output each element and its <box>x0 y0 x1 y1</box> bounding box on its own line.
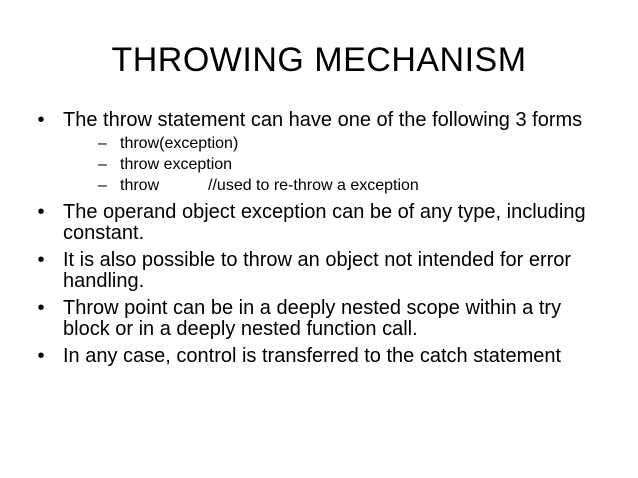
dash-icon: – <box>98 135 107 152</box>
sub-bullet-text: throw(exception) <box>120 135 239 152</box>
bullet-item <box>34 250 608 292</box>
bullet-list <box>34 110 608 373</box>
bullet-icon: • <box>37 109 45 131</box>
bullet-text: It is also possible to throw an object not intended for error handling. <box>63 249 572 292</box>
sub-bullet-item <box>63 134 608 154</box>
bullet-icon: • <box>37 345 45 367</box>
bullet-text: In any case, control is transferred to the catch statement <box>63 345 562 367</box>
bullet-text: Throw point can be in a deeply nested scope within a try block or in a deeply nested function call. <box>63 297 562 340</box>
bullet-icon: • <box>37 297 45 319</box>
slide-title: THROWING MECHANISM <box>111 41 527 79</box>
bullet-icon: • <box>37 249 45 271</box>
bullet-item <box>34 110 608 196</box>
bullet-text: The throw statement can have one of the following 3 forms <box>63 109 583 131</box>
sub-bullet-text: throw //used to re-throw a exception <box>120 177 419 194</box>
sub-bullet-text: throw exception <box>120 156 233 173</box>
dash-icon: – <box>98 156 107 173</box>
sub-bullet-item <box>63 155 608 175</box>
sub-bullet-list <box>63 134 608 196</box>
bullet-text: The operand object exception can be of any type, including constant. <box>63 201 586 244</box>
sub-bullet-item <box>63 176 608 196</box>
dash-icon: – <box>98 177 107 194</box>
bullet-icon: • <box>37 201 45 223</box>
bullet-item <box>34 346 608 367</box>
bullet-item <box>34 202 608 244</box>
bullet-item <box>34 298 608 340</box>
